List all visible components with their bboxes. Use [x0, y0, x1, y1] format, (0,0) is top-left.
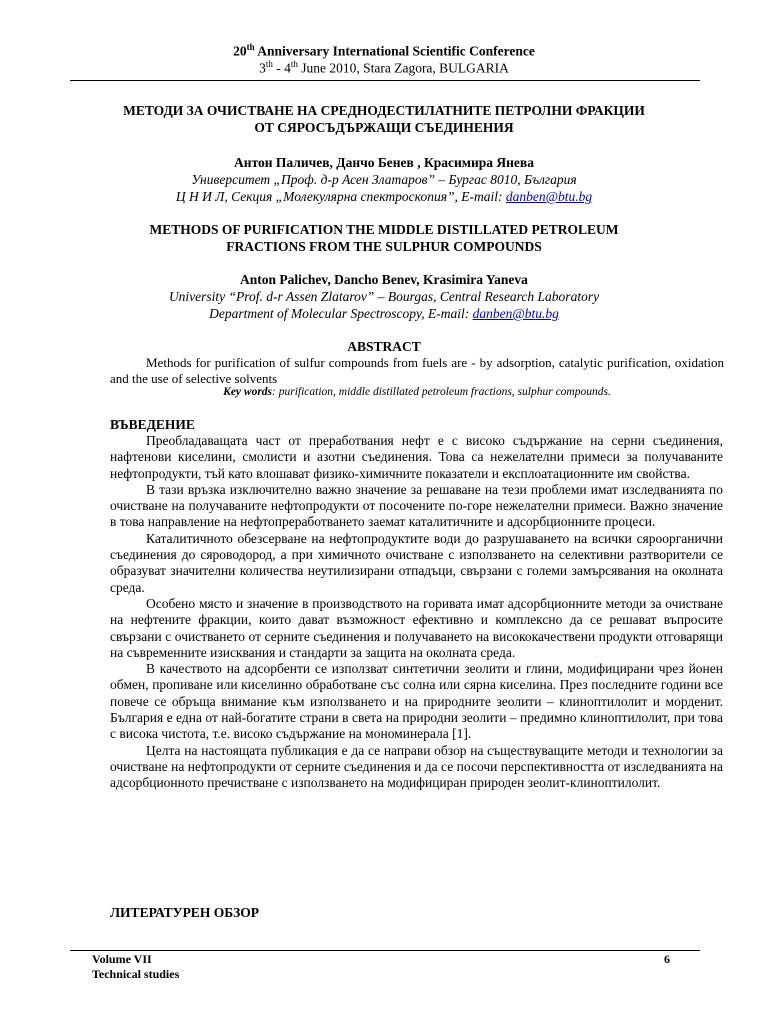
- paragraph: Особено място и значение в производството на горивата имат адсорбционните методи за очистване на нефтените фракции, които дават възможност ефективно и комплексно да се решават въпросите свързани с очистването от серните съединения и получаването на висококачествени продукти отговарящи на съвременните изисквания и стандарти за защита на околната среда.: [110, 595, 723, 660]
- title-bulgarian: [60, 102, 708, 136]
- affiliation-bg-lab: [60, 189, 708, 205]
- affiliation-en-department: [60, 306, 708, 322]
- footer-series: Technical studies: [92, 967, 180, 981]
- paragraph: Преобладаващата част от преработвания нефт е с високо съдържание на серни съединения, нафтенови киселини, смолисти и азотни съединения. Това са нежелателни примеси за получаваните нефтопродукти, тъй като влошават физико-химичните показатели и експлоатационните им свойства.: [110, 433, 723, 481]
- affiliation-en-university: University “Prof. d-r Assen Zlatarov” – Bourgas, Central Research Laboratory: [168, 289, 600, 304]
- date-end-sup: th: [290, 59, 298, 69]
- conference-date: [0, 59, 768, 77]
- keywords: [110, 386, 724, 398]
- paragraph: В качеството на адсорбенти се използват синтетични зеолити и глини, модифицирани чрез йонен обмен, пропиване или киселинно обработване със солна или сярна киселина. През последните години все повече се обръща внимание към използването и на природните зеолити – клиноптилолит и морденит. България е една от най-богатите страни в света на природни зеолити – предимно клиноптилолит, при това с висока чистота, т.е. високо съдържание на мономинерала [1].: [110, 661, 723, 742]
- affiliation-bg-university: Университет „Проф. д-р Асен Златаров” – Бургас 8010, България: [191, 172, 577, 187]
- conf-ordinal-sup: th: [246, 42, 255, 52]
- date-rest: June 2010, Stara Zagora, BULGARIA: [297, 60, 509, 76]
- section-heading-introduction: ВЪВЕДЕНИЕ: [110, 417, 195, 432]
- abstract-text: Methods for purification of sulfur compounds from fuels are - by adsorption, catalytic purification, oxidation and the use of selective solvents: [110, 355, 724, 386]
- title-en-line2: FRACTIONS FROM THE SULPHUR COMPOUNDS: [226, 239, 542, 254]
- footer-volume: Volume VII: [92, 952, 152, 966]
- section-heading-literature-review: ЛИТЕРАТУРЕН ОБЗОР: [110, 905, 259, 920]
- paragraph: Каталитичното обезсерване на нефтопродуктите води до разрушаването на всички сяроорганични съединения до сяроводород, а при химичното очистване с използването на селективни разтворители се образуват значителни количества неутилизирани отпадъци, свързани с големи замърсявания на околната среда.: [110, 530, 723, 595]
- footer-divider: [70, 950, 700, 951]
- title-bg-line2: ОТ СЯРОСЪДЪРЖАЩИ СЪЕДИНЕНИЯ: [254, 120, 514, 135]
- authors-bulgarian: Антон Паличев, Данчо Бенев , Красимира Янева: [234, 155, 534, 170]
- conf-ordinal: 20: [233, 43, 247, 59]
- page-number: 6: [664, 952, 670, 966]
- introduction-body: [110, 433, 723, 792]
- email-link-en[interactable]: danben@btu.bg: [472, 306, 559, 321]
- keywords-text: : purification, middle distillated petroleum fractions, sulphur compounds.: [272, 386, 611, 398]
- title-english: [60, 221, 708, 255]
- keywords-label: Key words: [223, 386, 273, 398]
- abstract-heading: ABSTRACT: [347, 339, 421, 354]
- date-start-sup: th: [265, 59, 273, 69]
- date-start: 3: [259, 60, 266, 76]
- affiliation-en-dept-text: Department of Molecular Spectroscopy, E-mail:: [209, 306, 473, 321]
- paragraph: Целта на настоящата публикация е да се направи обзор на съществуващите методи и технологии за очистване на нефтопродукти от серните съединения и да се посочи перспективността от изследванията на адсорбционното пречистване с използването на модифициран природен зеолит-клиноптилолит.: [110, 742, 723, 791]
- title-en-line1: METHODS OF PURIFICATION THE MIDDLE DISTILLATED PETROLEUM: [149, 222, 619, 237]
- header-divider: [70, 80, 700, 81]
- conference-title: [0, 42, 768, 60]
- authors-english: Anton Palichev, Dancho Benev, Krasimira Yaneva: [240, 272, 528, 287]
- date-mid: - 4: [272, 60, 291, 76]
- title-bg-line1: МЕТОДИ ЗА ОЧИСТВАНЕ НА СРЕДНОДЕСТИЛАТНИТЕ ПЕТРОЛНИ ФРАКЦИИ: [123, 103, 645, 118]
- conf-title-text: Anniversary International Scientific Conference: [254, 43, 535, 59]
- email-link-bg[interactable]: danben@btu.bg: [505, 189, 593, 204]
- paragraph: В тази връзка изключително важно значение за решаване на тези проблеми имат изследванията по очистване на получаваните нефтопродукти от посочените по-горе нежелателни примеси. Важно значение в това направление на нефтопреработването заемат каталитичните и адсорбционните процеси.: [110, 481, 723, 530]
- affiliation-bg-lab-text: Ц Н И Л, Секция „Молекулярна спектроскопия”, E-mail:: [175, 189, 506, 204]
